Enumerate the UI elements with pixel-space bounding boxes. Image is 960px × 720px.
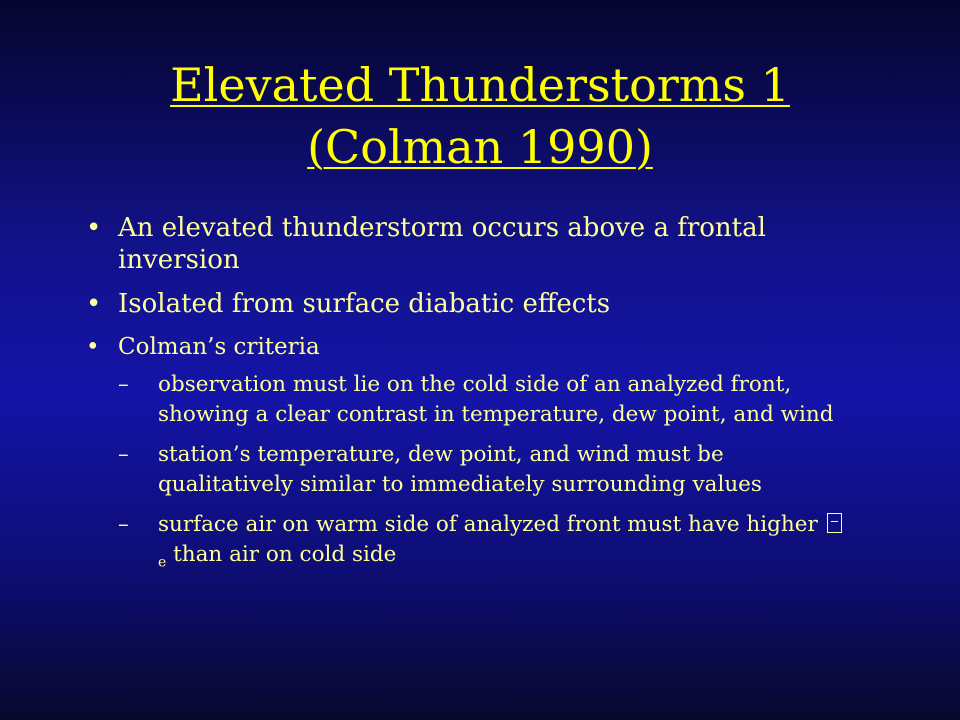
bullet-item xyxy=(82,288,842,320)
bullet-text: An elevated thunderstorm occurs above a frontal inversion xyxy=(118,213,766,275)
sub-bullet-item xyxy=(118,370,842,430)
dash-marker: – xyxy=(118,372,129,397)
bullet-marker: • xyxy=(86,334,100,360)
slide-title-line-2: (Colman 1990) xyxy=(307,120,653,174)
sub-bullet-item xyxy=(118,440,842,500)
bullet-marker: • xyxy=(86,289,102,319)
sub-bullet-text-pre: surface air on warm side of analyzed front must have higher xyxy=(158,512,825,537)
bullet-text: Isolated from surface diabatic effects xyxy=(118,289,611,319)
bullet-text: Colman’s criteria xyxy=(118,334,320,360)
bullet-marker: • xyxy=(86,213,102,243)
sub-bullet-item xyxy=(118,510,842,577)
slide-title-line-1: Elevated Thunderstorms 1 xyxy=(170,58,790,112)
bullet-item xyxy=(82,332,842,577)
sub-bullet-text: station’s temperature, dew point, and wind must be qualitatively similar to immediately surrounding values xyxy=(158,442,762,497)
slide-title xyxy=(0,54,960,178)
dash-marker: – xyxy=(118,512,129,537)
sub-bullet-text: observation must lie on the cold side of an analyzed front, showing a clear contrast in temperature, dew point, and wind xyxy=(158,372,834,427)
subscript-e: e xyxy=(158,554,167,571)
missing-glyph-theta-icon xyxy=(827,513,842,533)
bullet-item xyxy=(82,212,842,276)
bullet-list xyxy=(82,212,842,587)
sub-bullet-list xyxy=(118,370,842,577)
sub-bullet-text-post: than air on cold side xyxy=(166,542,397,567)
dash-marker: – xyxy=(118,442,129,467)
